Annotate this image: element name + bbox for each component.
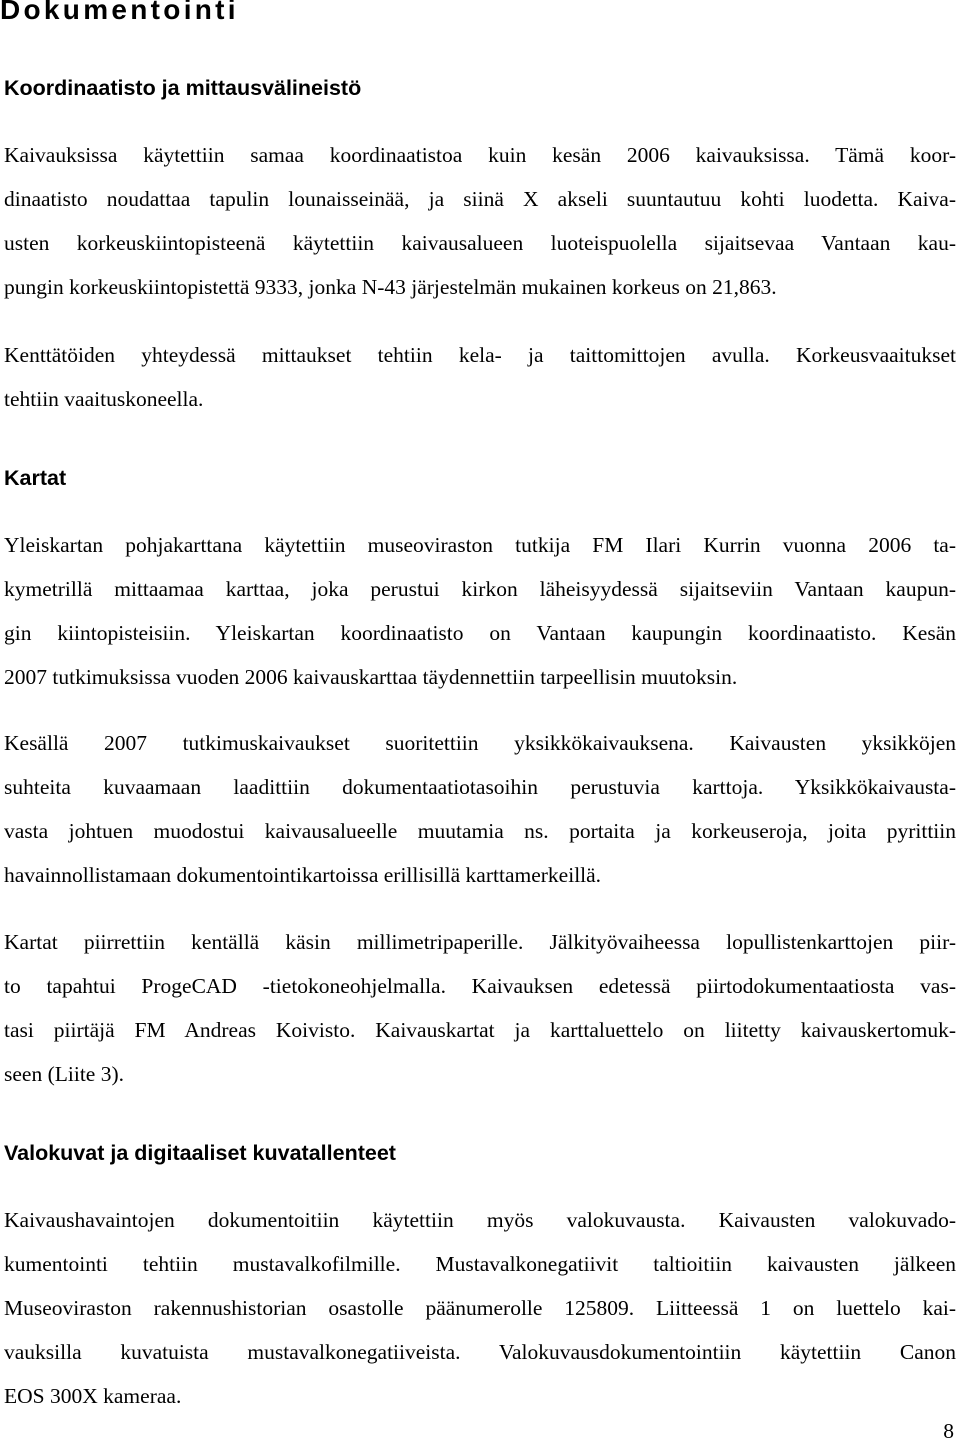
text-line: kymetrillä mittaamaa karttaa, joka perustui kirkon läheisyydessä sijaitseviin Vantaan kaupun- xyxy=(4,577,956,601)
text-line: 2007 tutkimuksissa vuoden 2006 kaivauskarttaa täydennettiin tarpeellisin muutoksin. xyxy=(4,665,738,689)
section-heading-kartat: Kartat xyxy=(4,466,67,490)
text-line: Kenttätöiden yhteydessä mittaukset tehtiin kela- ja taittomittojen avulla. Korkeusvaaitukset xyxy=(4,343,956,367)
text-line: tehtiin vaaituskoneella. xyxy=(4,387,204,411)
text-line: to tapahtui ProgeCAD -tietokoneohjelmalla. Kaivauksen edetessä piirtodokumentaatiosta vas- xyxy=(4,974,956,998)
paragraph xyxy=(4,133,956,309)
text-line: seen (Liite 3). xyxy=(4,1062,124,1086)
text-line: usten korkeuskiintopisteenä käytettiin kaivausalueen luoteispuolella sijaitsevaa Vantaan kau- xyxy=(4,231,956,255)
section-heading-valokuvat: Valokuvat ja digitaaliset kuvatallenteet xyxy=(4,1141,396,1165)
paragraph xyxy=(4,1198,956,1418)
text-line: kumentointi tehtiin mustavalkofilmille. Mustavalkonegatiivit taltioitiin kaivausten jälkeen xyxy=(4,1252,956,1276)
text-line: vauksilla kuvatuista mustavalkonegatiiveista. Valokuvausdokumentointiin käytettiin Canon xyxy=(4,1340,956,1364)
paragraph xyxy=(4,721,956,897)
text-line: EOS 300X kameraa. xyxy=(4,1384,182,1408)
text-line: Museoviraston rakennushistorian osastolle päänumerolle 125809. Liitteessä 1 on luettelo kai- xyxy=(4,1296,956,1320)
text-line: dinaatisto noudattaa tapulin lounaisseinää, ja siinä X akseli suuntautuu kohti luodetta. Kaiva- xyxy=(4,187,956,211)
section-heading-koordinaatisto: Koordinaatisto ja mittausvälineistö xyxy=(4,76,362,100)
text-line: gin kiintopisteisiin. Yleiskartan koordinaatisto on Vantaan kaupungin koordinaatisto. Kesän xyxy=(4,621,956,645)
document-title: Dokumentointi xyxy=(0,0,239,25)
text-line: Yleiskartan pohjakarttana käytettiin museoviraston tutkija FM Ilari Kurrin vuonna 2006 ta- xyxy=(4,533,956,557)
text-line: suhteita kuvaamaan laadittiin dokumentaatiotasoihin perustuvia karttoja. Yksikkökaivausta- xyxy=(4,775,956,799)
text-line: havainnollistamaan dokumentointikartoissa erillisillä karttamerkeillä. xyxy=(4,863,602,887)
text-line: Kartat piirrettiin kentällä käsin millimetripaperille. Jälkityövaiheessa lopullistenkarttojen piir- xyxy=(4,930,956,954)
page-number: 8 xyxy=(943,1419,954,1443)
text-line: Kaivauksissa käytettiin samaa koordinaatistoa kuin kesän 2006 kaivauksissa. Tämä koor- xyxy=(4,143,956,167)
text-line: Kaivaushavaintojen dokumentoitiin käytettiin myös valokuvausta. Kaivausten valokuvado- xyxy=(4,1208,956,1232)
text-line: pungin korkeuskiintopistettä 9333, jonka N-43 järjestelmän mukainen korkeus on 21,863. xyxy=(4,275,777,299)
paragraph xyxy=(4,333,956,421)
text-line: Kesällä 2007 tutkimuskaivaukset suoritettiin yksikkökaivauksena. Kaivausten yksikköjen xyxy=(4,731,956,755)
paragraph xyxy=(4,523,956,699)
text-line: tasi piirtäjä FM Andreas Koivisto. Kaivauskartat ja karttaluettelo on liitetty kaivauskertomuk- xyxy=(4,1018,956,1042)
paragraph xyxy=(4,920,956,1096)
text-line: vasta johtuen muodostui kaivausalueelle muutamia ns. portaita ja korkeuseroja, joita pyrittiin xyxy=(4,819,956,843)
